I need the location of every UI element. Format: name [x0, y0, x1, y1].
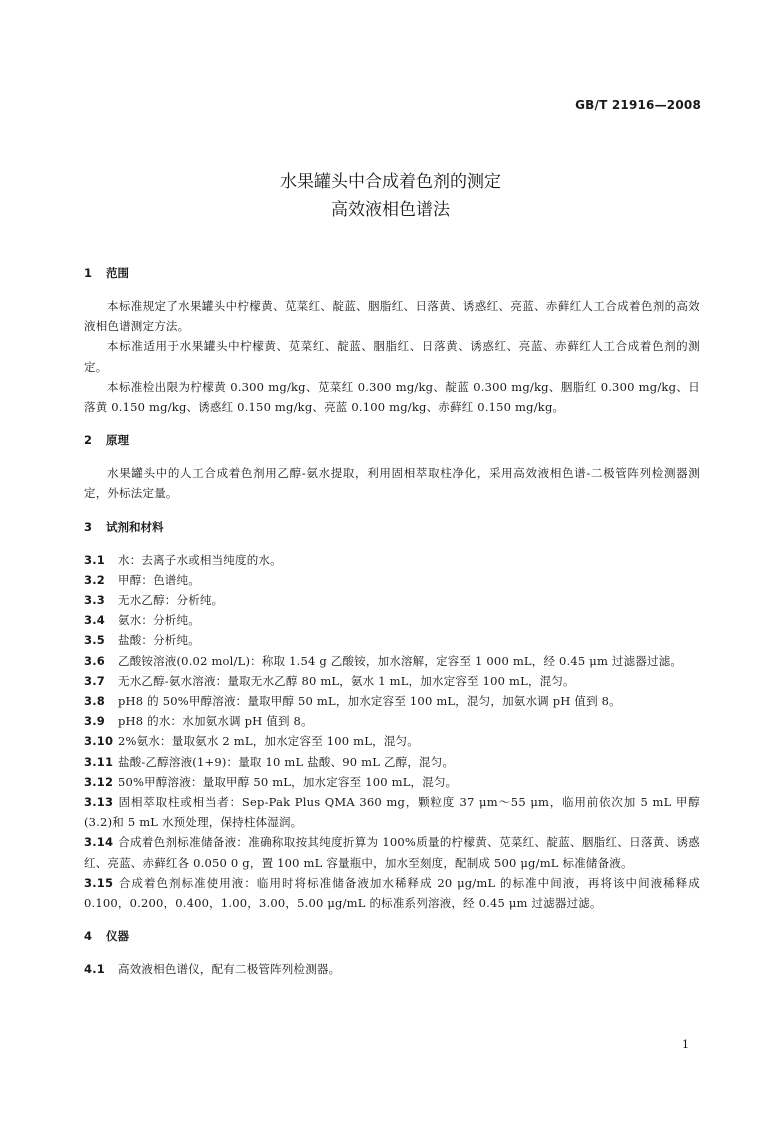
- section-number: 2: [84, 433, 93, 448]
- list-item: [84, 792, 700, 832]
- section-number: 4: [84, 929, 93, 944]
- item-text: 无水乙醇-氨水溶液：量取无水乙醇 80 mL，氨水 1 mL，加水定容至 100 mL，混匀。: [118, 673, 575, 688]
- section-title: 仪器: [106, 929, 129, 944]
- item-number: 3.10: [84, 734, 114, 749]
- item-number: 3.3: [84, 593, 105, 608]
- item-number: 3.1: [84, 552, 105, 567]
- item-text: 合成着色剂标准储备液：准确称取按其纯度折算为 100%质量的柠檬黄、苋菜红、靛蓝、胭脂红、日落黄、诱惑红、亮蓝、赤藓红各 0.050 0 g，置 100 mL 容量瓶中，加水至刻度，配制成 500 μg/mL 标准储备液。: [84, 835, 700, 870]
- item-text: 合成着色剂标准使用液：临用时将标准储备液加水稀释成 20 μg/mL 的标准中间液，再将该中间液稀释成 0.100，0.200，0.400，1.00，3.00，5.00 μg/mL 的标准系列溶液，经 0.45 μm 过滤器过滤。: [84, 875, 700, 911]
- item-text: pH8 的 50%甲醇溶液：量取甲醇 50 mL，加水定容至 100 mL，混匀，加氨水调 pH 值到 8。: [118, 694, 621, 709]
- section-heading-reagents: [84, 516, 700, 538]
- document-title: 水果罐头中合成着色剂的测定: [280, 172, 501, 192]
- list-item: [84, 570, 700, 590]
- section-heading-scope: [84, 262, 700, 284]
- item-text: 2%氨水：量取氨水 2 mL，加水定容至 100 mL，混匀。: [118, 734, 419, 749]
- item-number: 4.1: [84, 962, 105, 977]
- item-number: 3.2: [84, 572, 105, 587]
- list-item: [84, 959, 700, 979]
- paragraph: 本标准规定了水果罐头中柠檬黄、苋菜红、靛蓝、胭脂红、日落黄、诱惑红、亮蓝、赤藓红人工合成着色剂的高效液相色谱测定方法。: [84, 299, 700, 334]
- list-item: [84, 630, 700, 650]
- item-number: 3.7: [84, 673, 105, 688]
- list-item: [84, 651, 700, 671]
- list-item: [84, 610, 700, 630]
- section-title: 试剂和材料: [106, 519, 164, 534]
- list-item: [84, 711, 700, 731]
- item-number: 3.8: [84, 694, 105, 709]
- item-text: 盐酸-乙醇溶液(1+9)：量取 10 mL 盐酸、90 mL 乙醇，混匀。: [118, 754, 455, 769]
- section-number: 1: [84, 266, 93, 280]
- item-text: 盐酸：分析纯。: [118, 633, 200, 648]
- item-text: 乙酸铵溶液(0.02 mol/L)：称取 1.54 g 乙酸铵，加水溶解，定容至 1 000 mL，经 0.45 μm 过滤器过滤。: [118, 653, 683, 668]
- section-title: 原理: [106, 433, 129, 448]
- item-text: 水：去离子水或相当纯度的水。: [118, 552, 282, 567]
- item-number: 3.14: [84, 835, 114, 850]
- item-text: 固相萃取柱或相当者：Sep-Pak Plus QMA 360 mg，颗粒度 37 μm～55 μm，临用前依次加 5 mL 甲醇(3.2)和 5 mL 水预处理，保持柱体湿润。: [84, 795, 700, 830]
- page-number: 1: [682, 1038, 689, 1051]
- list-item: [84, 731, 700, 751]
- list-item: [84, 772, 700, 792]
- section-title: 范围: [106, 266, 129, 280]
- section-number: 3: [84, 519, 93, 534]
- paragraph: 本标准适用于水果罐头中柠檬黄、苋菜红、靛蓝、胭脂红、日落黄、诱惑红、亮蓝、赤藓红人工合成着色剂的测定。: [84, 339, 700, 374]
- list-item: [84, 590, 700, 610]
- item-text: 高效液相色谱仪，配有二极管阵列检测器。: [118, 962, 341, 977]
- item-number: 3.15: [84, 875, 114, 890]
- list-item: [84, 832, 700, 872]
- item-number: 3.4: [84, 613, 105, 628]
- item-text: 甲醇：色谱纯。: [118, 572, 200, 587]
- section-heading-principle: [84, 429, 700, 451]
- list-item: [84, 671, 700, 691]
- item-number: 3.12: [84, 774, 114, 789]
- item-number: 3.5: [84, 633, 105, 648]
- item-text: 无水乙醇：分析纯。: [118, 593, 224, 608]
- document-subtitle: 高效液相色谱法: [331, 200, 450, 220]
- item-text: 氨水：分析纯。: [118, 613, 200, 628]
- standard-code: GB/T 21916—2008: [575, 98, 701, 112]
- section-heading-apparatus: [84, 925, 700, 947]
- item-text: pH8 的水：水加氨水调 pH 值到 8。: [118, 714, 313, 729]
- list-item: [84, 752, 700, 772]
- item-number: 3.11: [84, 754, 114, 769]
- item-number: 3.9: [84, 714, 105, 729]
- document-body: [84, 262, 700, 979]
- paragraph: 本标准检出限为柠檬黄 0.300 mg/kg、苋菜红 0.300 mg/kg、靛蓝 0.300 mg/kg、胭脂红 0.300 mg/kg、日落黄 0.150 mg/kg、诱惑红 0.150 mg/kg、亮蓝 0.100 mg/kg、赤藓红 0.150 mg/kg。: [84, 379, 700, 415]
- item-number: 3.6: [84, 653, 105, 668]
- list-item: [84, 550, 700, 570]
- item-text: 50%甲醇溶液：量取甲醇 50 mL，加水定容至 100 mL，混匀。: [118, 774, 458, 789]
- list-item: [84, 873, 700, 913]
- item-number: 3.13: [84, 795, 114, 810]
- list-item: [84, 691, 700, 711]
- paragraph: 水果罐头中的人工合成着色剂用乙醇-氨水提取，利用固相萃取柱净化，采用高效液相色谱-二极管阵列检测器测定，外标法定量。: [84, 466, 700, 501]
